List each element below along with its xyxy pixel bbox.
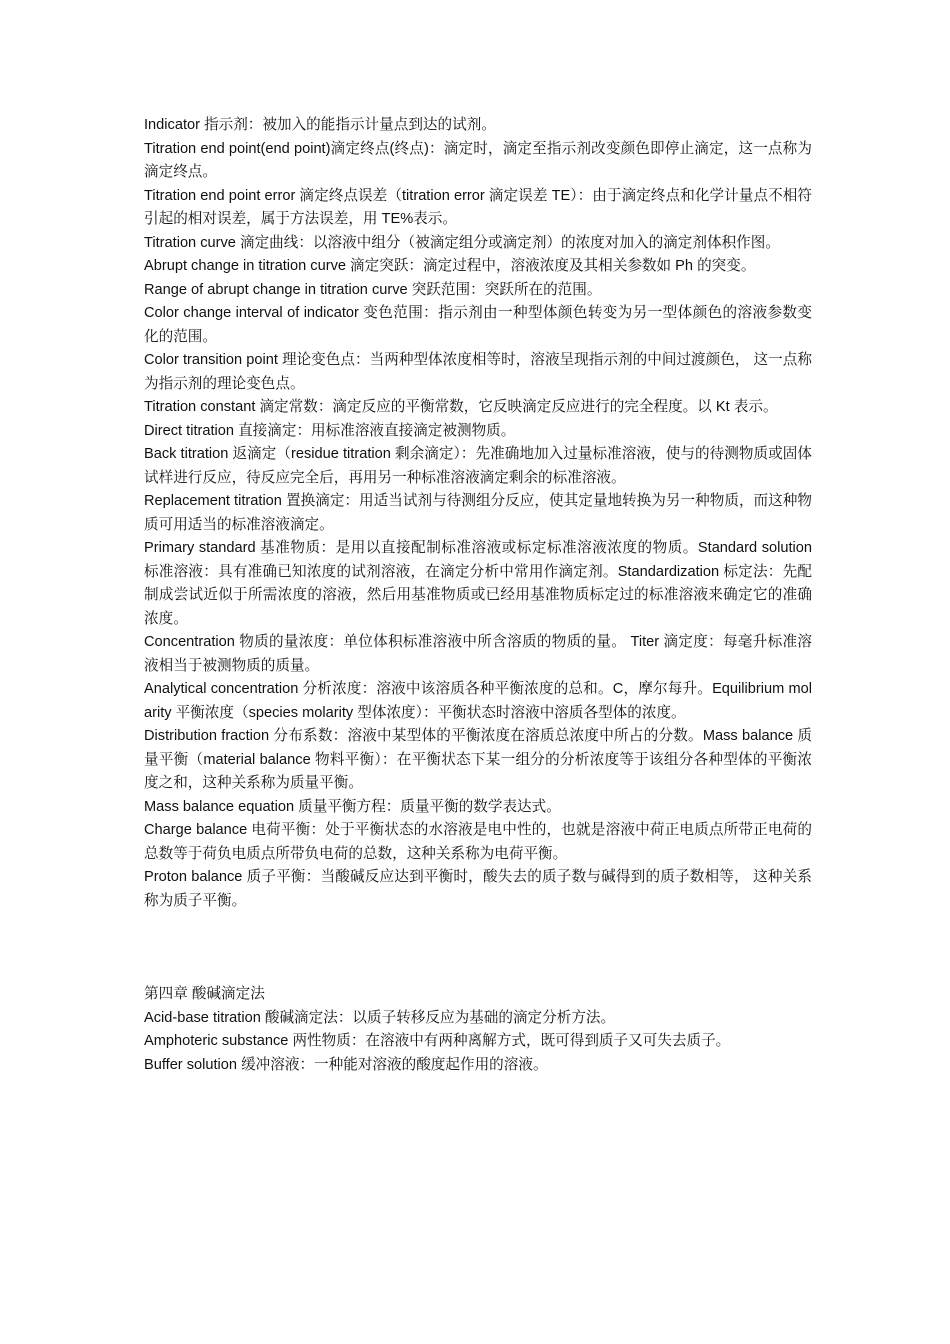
definition-titration-end-point-error: Titration end point error 滴定终点误差（titration error 滴定误差 TE）：由于滴定终点和化学计量点不相符引起的相对误差，属于方法误差，用 TE%表示。 xyxy=(144,187,812,227)
definition-back-titration: Back titration 返滴定（residue titration 剩余滴定）：先准确地加入过量标准溶液，使与的待测物质或固体试样进行反应，待反应完全后，再用另一种标准溶液滴定剩余的标准溶液。 xyxy=(144,446,812,486)
definition-buffer-solution: Buffer solution 缓冲溶液：一种能对溶液的酸度起作用的溶液。 xyxy=(144,1056,548,1073)
definition-primary-standard: Primary standard 基准物质：是用以直接配制标准溶液或标定标准溶液浓度的物质。Standard solution 标准溶液：具有准确已知浓度的试剂溶液，在滴定分析中常用作滴定剂。Standardization 标定法：先配制成尝试近似于所需浓度的溶液，然后用基准物质或已经用基准物质标定过的标准溶液来确定它的准确浓度。 xyxy=(144,540,812,627)
definition-range-of-abrupt-change: Range of abrupt change in titration curve 突跃范围：突跃所在的范围。 xyxy=(144,281,602,298)
definition-indicator: Indicator 指示剂：被加入的能指示计量点到达的试剂。 xyxy=(144,117,496,133)
definition-titration-constant: Titration constant 滴定常数：滴定反应的平衡常数，它反映滴定反应进行的完全程度。以 Kt 表示。 xyxy=(144,399,778,415)
chapter-4-section xyxy=(144,983,812,1077)
definitions-section xyxy=(144,114,812,913)
definition-color-change-interval: Color change interval of indicator 变色范围：指示剂由一种型体颜色转变为另一型体颜色的溶液参数变化的范围。 xyxy=(144,305,812,345)
definition-charge-balance: Charge balance 电荷平衡：处于平衡状态的水溶液是电中性的，也就是溶液中荷正电质点所带正电荷的总数等于荷负电质点所带负电荷的总数，这种关系称为电荷平衡。 xyxy=(144,822,812,862)
definition-titration-end-point: Titration end point(end point)滴定终点(终点)：滴定时，滴定至指示剂改变颜色即停止滴定，这一点称为滴定终点。 xyxy=(144,140,812,180)
definition-replacement-titration: Replacement titration 置换滴定：用适当试剂与待测组分反应，使其定量地转换为另一种物质，而这种物质可用适当的标准溶液滴定。 xyxy=(144,493,812,533)
section-spacer xyxy=(144,913,812,983)
chapter-title: 第四章 酸碱滴定法 xyxy=(144,986,265,1002)
definition-direct-titration: Direct titration 直接滴定：用标准溶液直接滴定被测物质。 xyxy=(144,422,516,439)
definition-distribution-fraction: Distribution fraction 分布系数：溶液中某型体的平衡浓度在溶质总浓度中所占的分数。Mass balance 质量平衡（material balance 物料平衡）：在平衡状态下某一组分的分析浓度等于该组分各种型体的平衡浓度之和，这种关系称为质量平衡。 xyxy=(144,728,812,791)
definition-concentration: Concentration 物质的量浓度：单位体积标准溶液中所含溶质的物质的量。 Titer 滴定度：每毫升标准溶液相当于被测物质的质量。 xyxy=(144,634,812,674)
definition-titration-curve: Titration curve 滴定曲线：以溶液中组分（被滴定组分或滴定剂）的浓度对加入的滴定剂体积作图。 xyxy=(144,234,780,251)
definition-amphoteric-substance: Amphoteric substance 两性物质：在溶液中有两种离解方式，既可得到质子又可失去质子。 xyxy=(144,1033,731,1049)
definition-analytical-concentration: Analytical concentration 分析浓度：溶液中该溶质各种平衡浓度的总和。C，摩尔每升。Equilibrium molarity 平衡浓度（species molarity 型体浓度）：平衡状态时溶液中溶质各型体的浓度。 xyxy=(144,681,812,721)
document-page xyxy=(144,114,812,1077)
definition-proton-balance: Proton balance 质子平衡：当酸碱反应达到平衡时，酸失去的质子数与碱得到的质子数相等， 这种关系称为质子平衡。 xyxy=(144,869,812,909)
definition-color-transition-point: Color transition point 理论变色点：当两种型体浓度相等时，溶液呈现指示剂的中间过渡颜色， 这一点称为指示剂的理论变色点。 xyxy=(144,352,812,392)
definition-acid-base-titration: Acid-base titration 酸碱滴定法：以质子转移反应为基础的滴定分析方法。 xyxy=(144,1009,616,1026)
definition-mass-balance-equation: Mass balance equation 质量平衡方程：质量平衡的数学表达式。 xyxy=(144,798,561,815)
definition-abrupt-change: Abrupt change in titration curve 滴定突跃：滴定过程中，溶液浓度及其相关参数如 Ph 的突变。 xyxy=(144,258,756,274)
